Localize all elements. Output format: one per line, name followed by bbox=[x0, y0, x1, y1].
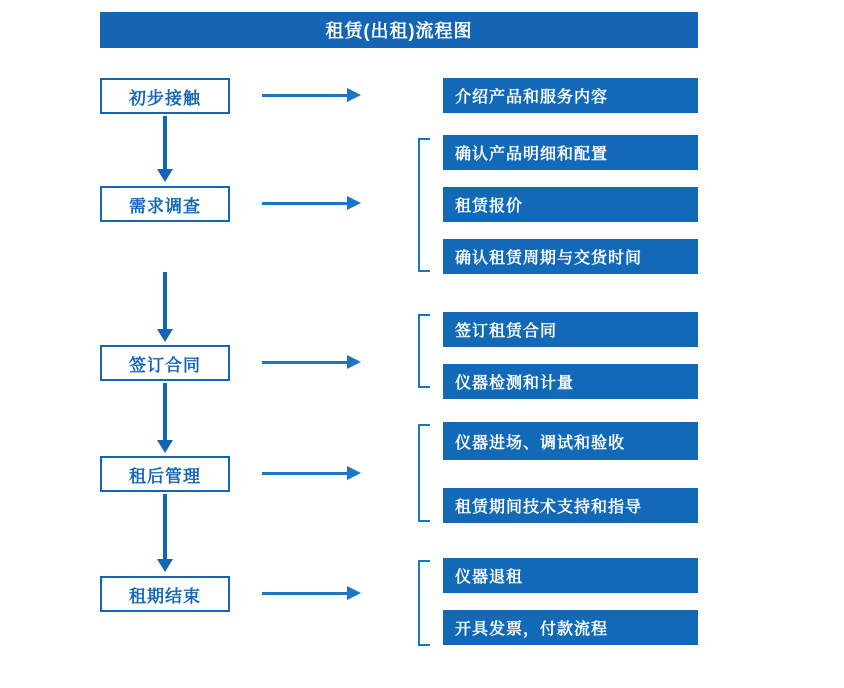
connector-arrow-2-3 bbox=[163, 272, 167, 330]
detail-box-3: 租赁报价 bbox=[443, 187, 698, 222]
detail-box-4: 确认租赁周期与交货时间 bbox=[443, 239, 698, 274]
detail-box-7: 仪器进场、调试和验收 bbox=[443, 422, 698, 460]
detail-box-2: 确认产品明细和配置 bbox=[443, 135, 698, 170]
stage-arrow-4 bbox=[262, 472, 348, 475]
connector-arrow-1-2 bbox=[163, 116, 167, 170]
group-bracket-3 bbox=[418, 314, 430, 388]
stage-arrow-2 bbox=[262, 202, 348, 205]
group-bracket-5 bbox=[418, 560, 430, 646]
group-bracket-4 bbox=[418, 424, 430, 522]
stage-arrow-1 bbox=[262, 94, 348, 97]
page-title: 租赁(出租)流程图 bbox=[100, 12, 698, 48]
connector-arrow-4-5 bbox=[163, 494, 167, 560]
stage-box-4: 租后管理 bbox=[100, 456, 230, 492]
detail-box-1: 介绍产品和服务内容 bbox=[443, 78, 698, 113]
connector-arrow-3-4 bbox=[163, 383, 167, 441]
detail-box-6: 仪器检测和计量 bbox=[443, 364, 698, 399]
detail-box-8: 租赁期间技术支持和指导 bbox=[443, 488, 698, 523]
stage-arrow-5 bbox=[262, 592, 348, 595]
stage-box-1: 初步接触 bbox=[100, 78, 230, 114]
group-bracket-2 bbox=[418, 138, 430, 272]
detail-box-5: 签订租赁合同 bbox=[443, 312, 698, 347]
stage-box-3: 签订合同 bbox=[100, 345, 230, 381]
detail-box-10: 开具发票，付款流程 bbox=[443, 610, 698, 645]
stage-box-5: 租期结束 bbox=[100, 576, 230, 612]
detail-box-9: 仪器退租 bbox=[443, 558, 698, 593]
stage-box-2: 需求调查 bbox=[100, 186, 230, 222]
stage-arrow-3 bbox=[262, 361, 348, 364]
